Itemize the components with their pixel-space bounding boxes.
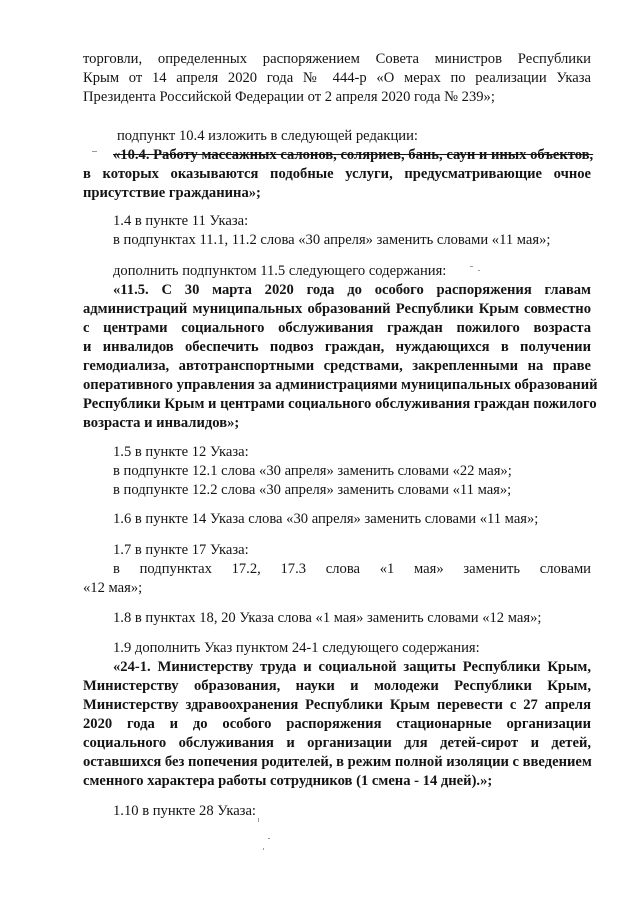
text-line: 1.7 в пункте 17 Указа: [113, 542, 249, 558]
text-line: Президента Российской Федерации от 2 апреля 2020 года № 239»; [83, 89, 495, 105]
text-line: администраций муниципальных образований Республики Крым совместно [83, 301, 591, 317]
text-line: сменного характера работы сотрудников (1 смена - 14 дней).»; [83, 773, 493, 789]
text-line: Республики Крым и центрами социального обслуживания граждан пожилого [83, 396, 597, 412]
text-line: «24-1. Министерству труда и социальной защиты Республики Крым, [113, 659, 591, 675]
text-line: в подпункте 12.1 слова «30 апреля» заменить словами «22 мая»; [113, 463, 512, 479]
text-line: возраста и инвалидов»; [83, 415, 240, 431]
scan-speck [478, 270, 480, 271]
text-line: оставшихся без попечения родителей, в режим полной изоляции с введением [83, 754, 592, 770]
text-line: в подпунктах 11.1, 11.2 слова «30 апреля» заменить словами «11 мая»; [113, 232, 551, 248]
text-line: «11.5. С 30 марта 2020 года до особого распоряжения главам [113, 282, 591, 298]
text-line: 1.9 дополнить Указ пунктом 24-1 следующего содержания: [113, 640, 480, 656]
text-line: 1.8 в пунктах 18, 20 Указа слова «1 мая» заменить словами «12 мая»; [113, 610, 542, 626]
text-line: подпункт 10.4 изложить в следующей редакции: [117, 128, 418, 144]
text-line: 1.4 в пункте 11 Указа: [113, 213, 249, 229]
text-line: 2020 года и до особого распоряжения стационарные организации [83, 716, 591, 732]
text-line: оперативного управления за администрациями муниципальных образований [83, 377, 598, 393]
text-line: Министерству здравоохранения Республики Крым перевести с 27 апреля [83, 697, 591, 713]
text-line: торговли, определенных распоряжением Совета министров Республики [83, 51, 591, 67]
text-line-struck [83, 146, 594, 164]
text-line: в которых оказываются подобные услуги, предусматривающие очное [83, 166, 591, 182]
text-line: с центрами социального обслуживания граждан пожилого возраста [83, 320, 591, 336]
text-line: гемодиализа, автотранспортными средствами, закрепленными на праве [83, 358, 591, 374]
scan-speck [470, 266, 473, 267]
scan-speck [92, 151, 97, 152]
text-line: социального обслуживания и организации для детей-сирот и детей, [83, 735, 591, 751]
text-line: 1.10 в пункте 28 Указа: [113, 803, 256, 819]
text-line: Министерству образования, науки и молодежи Республики Крым, [83, 678, 591, 694]
text-line: в подпункте 12.2 слова «30 апреля» заменить словами «11 мая»; [113, 482, 512, 498]
text-line: присутствие гражданина»; [83, 185, 261, 201]
text-line: дополнить подпунктом 11.5 следующего содержания: [113, 263, 447, 279]
text-line: «12 мая»; [83, 580, 143, 596]
scan-speck [263, 848, 264, 850]
text-line: 1.6 в пункте 14 Указа слова «30 апреля» заменить словами «11 мая»; [113, 511, 539, 527]
text-line: Крым от 14 апреля 2020 года № 444-р «О мерах по реализации Указа [83, 70, 591, 86]
text-line: и инвалидов обеспечить подвоз граждан, нуждающихся в получении [83, 339, 591, 355]
struck-text: «10.4. Работу массажных салонов, соляриев, бань, саун и иных объектов, [113, 147, 594, 163]
scan-speck [258, 818, 259, 822]
text-line: в подпунктах 17.2, 17.3 слова «1 мая» заменить словами [113, 561, 591, 577]
text-line: 1.5 в пункте 12 Указа: [113, 444, 249, 460]
scan-speck [268, 838, 270, 839]
